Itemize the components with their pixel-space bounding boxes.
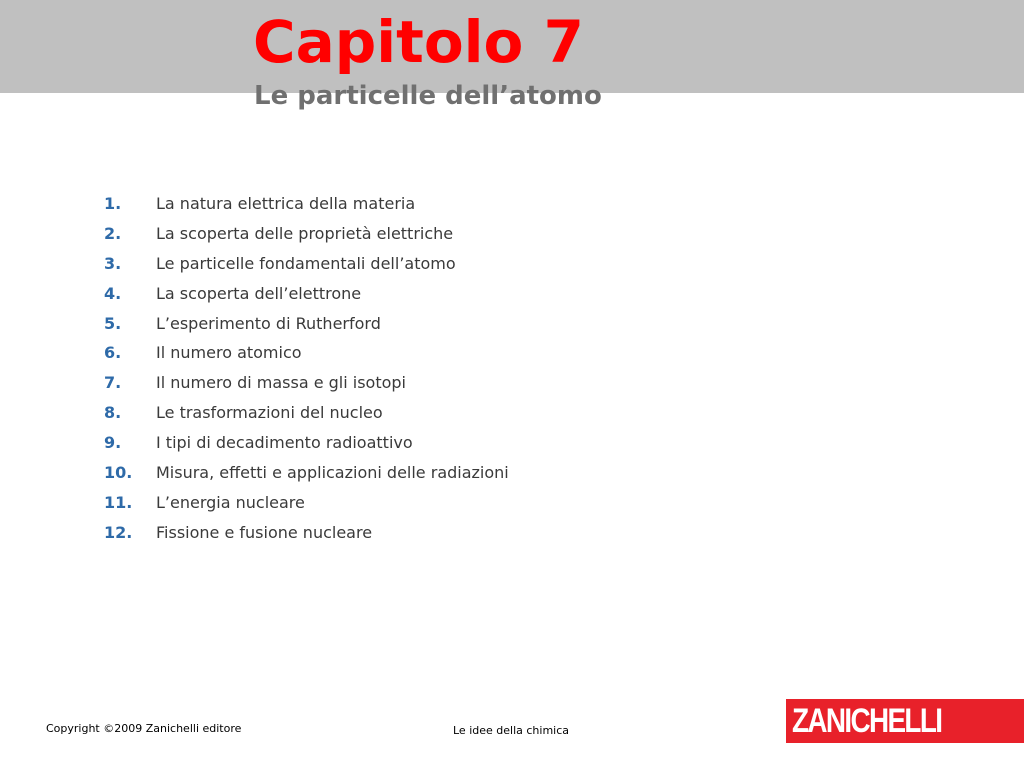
- toc-item: [104, 194, 509, 224]
- toc-number: 3.: [104, 253, 122, 273]
- chapter-title: Capitolo 7: [253, 8, 584, 76]
- toc-text: L’esperimento di Rutherford: [156, 313, 381, 333]
- toc-text: Il numero atomico: [156, 343, 302, 363]
- toc-number: 9.: [104, 433, 122, 453]
- toc-item: [104, 433, 509, 463]
- toc-text: La scoperta dell’elettrone: [156, 283, 362, 303]
- publisher-logo-text: ZANICHELLI: [792, 701, 942, 740]
- toc-item: [104, 373, 509, 403]
- toc-number: 2.: [104, 223, 122, 243]
- toc-number: 4.: [104, 283, 122, 303]
- toc-item: [104, 254, 509, 284]
- toc-item: [104, 463, 509, 493]
- toc-number: 6.: [104, 343, 122, 363]
- toc-text: L’energia nucleare: [156, 492, 305, 512]
- footer-copyright: Copyright ©2009 Zanichelli editore: [46, 722, 242, 735]
- toc-text: La scoperta delle proprietà elettriche: [156, 223, 454, 243]
- toc-number: 10.: [104, 463, 133, 483]
- toc-number: 1.: [104, 194, 122, 213]
- toc-number: 12.: [104, 522, 133, 542]
- toc-number: 11.: [104, 492, 133, 512]
- chapter-subtitle: Le particelle dell’atomo: [254, 81, 602, 111]
- toc-text: Misura, effetti e applicazioni delle radiazioni: [156, 463, 509, 483]
- toc-item: [104, 343, 509, 373]
- toc-number: 8.: [104, 403, 122, 423]
- footer-book-title: Le idee della chimica: [453, 724, 570, 737]
- toc-text: Le trasformazioni del nucleo: [156, 403, 383, 423]
- toc-item: [104, 284, 509, 314]
- toc-text: La natura elettrica della materia: [156, 194, 416, 213]
- toc-number: 5.: [104, 313, 122, 333]
- toc-item: [104, 314, 509, 344]
- toc-item: [104, 493, 509, 523]
- toc-item: [104, 224, 509, 254]
- toc-item: [104, 403, 509, 433]
- publisher-logo: [786, 699, 1024, 743]
- toc-text: Le particelle fondamentali dell’atomo: [156, 253, 456, 273]
- table-of-contents: [104, 194, 509, 553]
- toc-text: Il numero di massa e gli isotopi: [156, 373, 406, 393]
- toc-number: 7.: [104, 373, 122, 393]
- toc-text: I tipi di decadimento radioattivo: [156, 433, 413, 453]
- toc-item: [104, 523, 509, 553]
- toc-text: Fissione e fusione nucleare: [156, 522, 373, 542]
